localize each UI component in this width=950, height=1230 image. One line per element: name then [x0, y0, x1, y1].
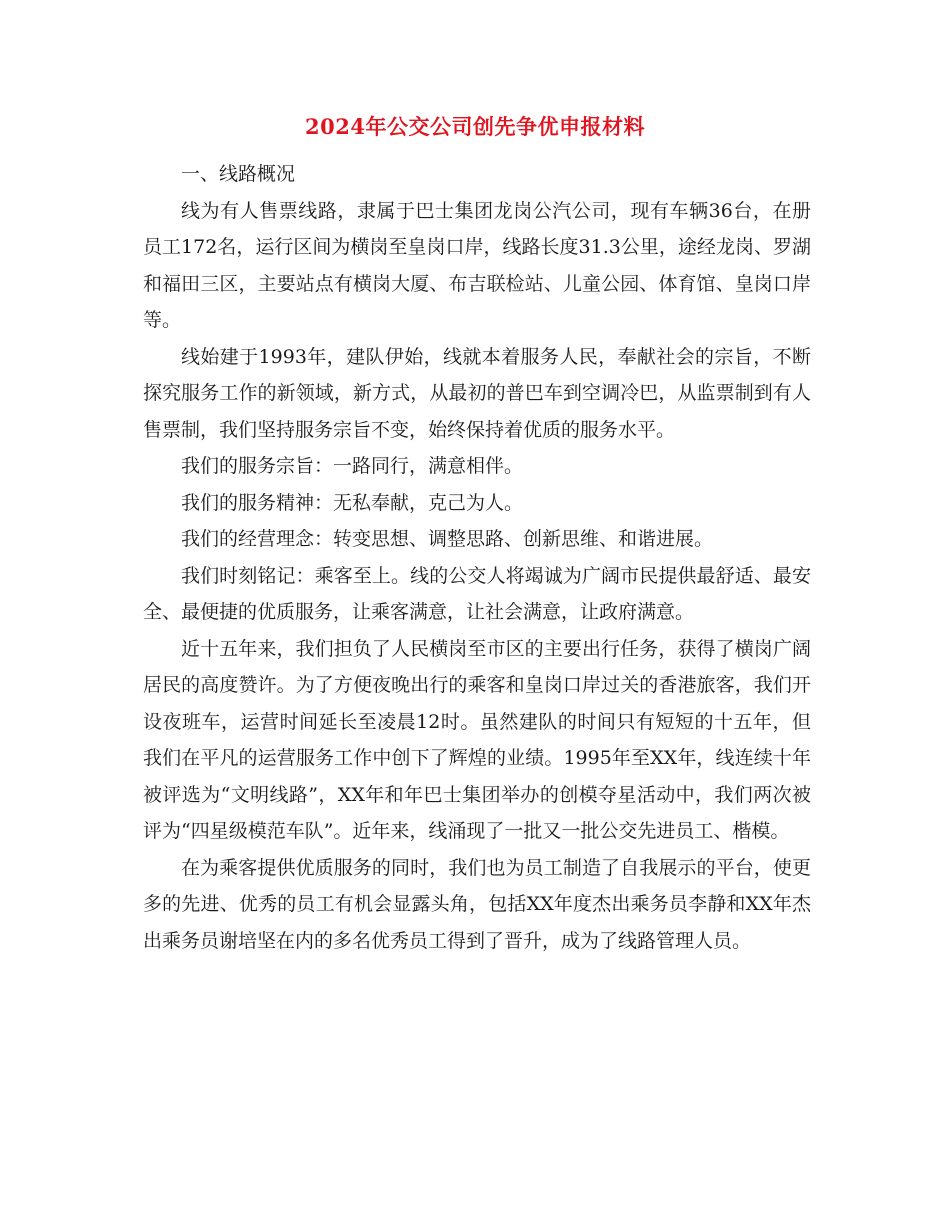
document-body: [143, 156, 811, 959]
paragraph-route-info: 线为有人售票线路，隶属于巴士集团龙岗公汽公司，现有车辆36台，在册员工172名，运行区间为横岗至皇岗口岸，线路长度31.3公里，途经龙岗、罗湖和福田三区，主要站点有横岗大厦、布吉联检站、儿童公园、体育馆、皇岗口岸等。: [143, 199, 811, 331]
paragraph-history: 线始建于1993年，建队伊始，线就本着服务人民，奉献社会的宗旨，不断探究服务工作的新领域，新方式，从最初的普巴车到空调冷巴，从监票制到有人售票制，我们坚持服务宗旨不变，始终保持着优质的服务水平。: [143, 345, 811, 441]
section-heading-route-overview: 一、线路概况: [181, 163, 296, 185]
paragraph-service-spirit: 我们的服务精神：无私奉献，克己为人。: [181, 491, 524, 514]
paragraph-service-purpose: 我们的服务宗旨：一路同行，满意相伴。: [181, 455, 524, 477]
paragraph-employee-platform: 在为乘客提供优质服务的同时，我们也为员工制造了自我展示的平台，使更多的先进、优秀的员工有机会显露头角，包括XX年度杰出乘务员李静和XX年杰出乘务员谢培坚在内的多名优秀员工得到了晋升，成为了线路管理人员。: [143, 856, 811, 952]
paragraph-achievements: 近十五年来，我们担负了人民横岗至市区的主要出行任务，获得了横岗广阔居民的高度赞许。为了方便夜晚出行的乘客和皇岗口岸过关的香港旅客，我们开设夜班车，运营时间延长至凌晨12时。虽然建队的时间只有短短的十五年，但我们在平凡的运营服务工作中创下了辉煌的业绩。1995年至XX年，线连续十年被评选为“文明线路”，XX年和年巴士集团举办的创模夺星活动中，我们两次被评为“四星级模范车队”。近年来，线涌现了一批又一批公交先进员工、楷模。: [143, 637, 811, 842]
paragraph-business-philosophy: 我们的经营理念：转变思想、调整思路、创新思维、和谐进展。: [181, 528, 714, 550]
paragraph-passenger-first: 我们时刻铭记：乘客至上。线的公交人将竭诚为广阔市民提供最舒适、最安全、最便捷的优质服务，让乘客满意，让社会满意，让政府满意。: [143, 564, 811, 623]
document-title: 2024年公交公司创先争优申报材料: [305, 114, 645, 139]
